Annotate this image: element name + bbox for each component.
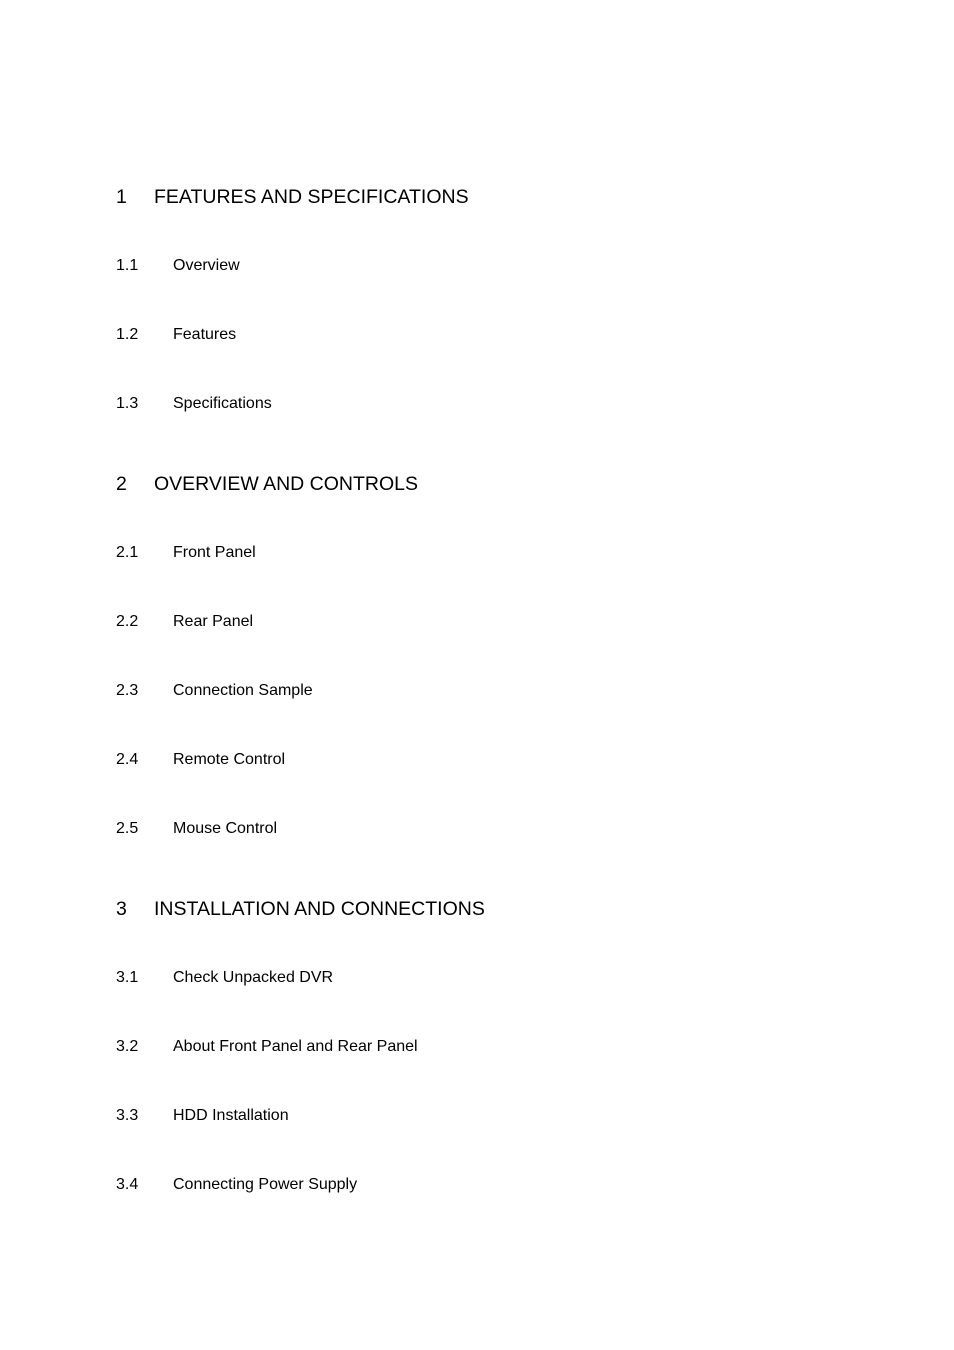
section-number: 3 <box>116 898 127 920</box>
section-number: 2 <box>116 473 127 495</box>
subsection-title: Remote Control <box>173 751 286 768</box>
subsection-title: Check Unpacked DVR <box>173 969 334 986</box>
subsection-title: Overview <box>173 257 240 274</box>
section-title: INSTALLATION AND CONNECTIONS <box>154 898 485 920</box>
section-number: 1 <box>116 186 127 208</box>
subsection-number: 3.1 <box>116 969 139 986</box>
subsection-number: 3.3 <box>116 1107 139 1124</box>
subsection-title: Mouse Control <box>173 820 278 837</box>
subsection-title: Connection Sample <box>173 682 313 699</box>
subsection-number: 1.2 <box>116 326 139 343</box>
subsection-number: 3.4 <box>116 1176 139 1193</box>
section-title: FEATURES AND SPECIFICATIONS <box>154 186 469 208</box>
subsection-number: 2.3 <box>116 682 139 699</box>
subsection-title: Features <box>173 326 237 343</box>
subsection-number: 2.2 <box>116 613 139 630</box>
subsection-number: 2.5 <box>116 820 139 837</box>
subsection-title: Rear Panel <box>173 613 254 630</box>
subsection-title: HDD Installation <box>173 1107 289 1124</box>
subsection-title: Specifications <box>173 395 272 412</box>
subsection-number: 1.1 <box>116 257 139 274</box>
subsection-title: Connecting Power Supply <box>173 1176 358 1193</box>
subsection-number: 2.4 <box>116 751 139 768</box>
subsection-number: 2.1 <box>116 544 139 561</box>
subsection-title: Front Panel <box>173 544 256 561</box>
subsection-number: 1.3 <box>116 395 139 412</box>
subsection-number: 3.2 <box>116 1038 139 1055</box>
subsection-title: About Front Panel and Rear Panel <box>173 1038 418 1055</box>
section-title: OVERVIEW AND CONTROLS <box>154 473 419 495</box>
